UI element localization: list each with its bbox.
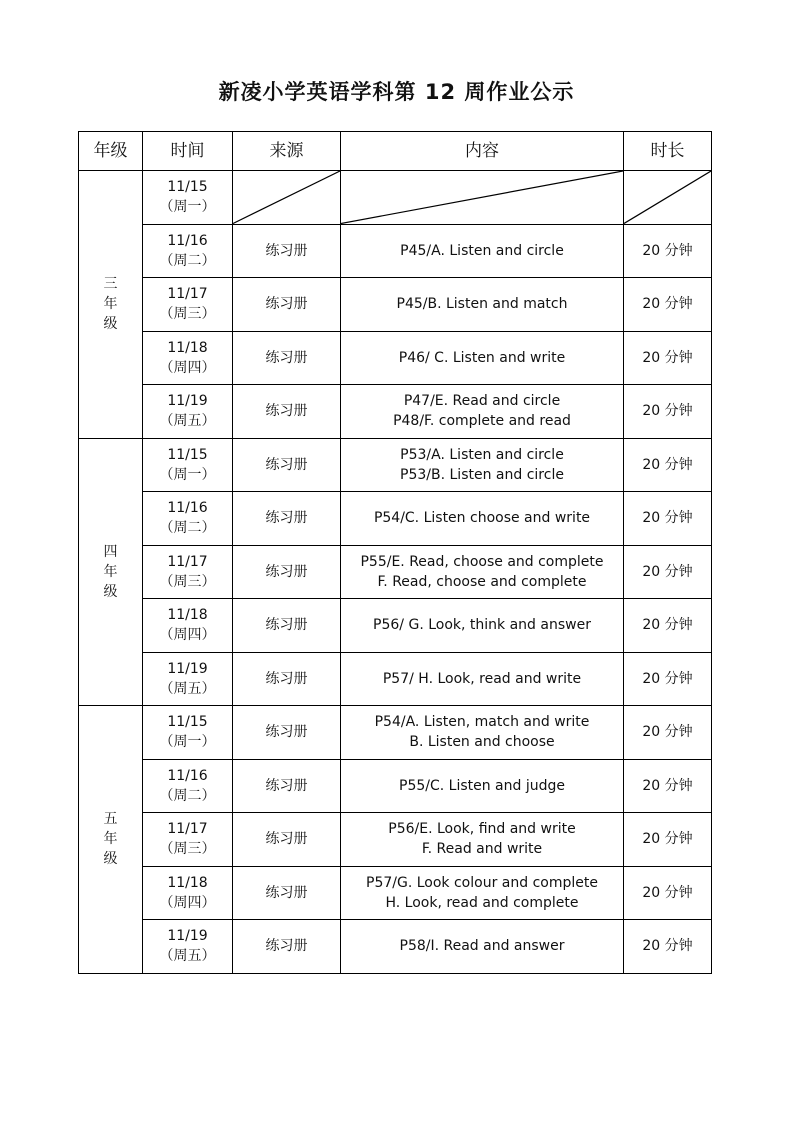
duration-cell: 20 分钟 <box>624 813 712 867</box>
content-line: P55/E. Read, choose and complete <box>360 553 604 570</box>
weekday-text: （周二） <box>159 252 216 269</box>
date-text: 11/18 <box>167 874 208 891</box>
date-text: 11/16 <box>167 500 208 517</box>
content-line: P58/I. Read and answer <box>399 938 565 955</box>
source-cell: 练习册 <box>233 599 341 653</box>
content-cell <box>341 920 624 974</box>
time-cell <box>143 492 233 546</box>
content-cell <box>341 438 624 492</box>
content-cell <box>341 759 624 813</box>
content-line: P57/ H. Look, read and write <box>382 670 582 687</box>
date-text: 11/17 <box>167 553 208 570</box>
source-cell: 练习册 <box>233 920 341 974</box>
content-line: P48/F. complete and read <box>393 413 571 430</box>
header-duration: 时长 <box>624 132 712 171</box>
date-text: 11/17 <box>167 821 208 838</box>
table-row <box>79 599 712 653</box>
date-text: 11/19 <box>167 928 208 945</box>
content-cell <box>341 599 624 653</box>
time-cell <box>143 759 233 813</box>
date-text: 11/15 <box>167 179 208 196</box>
source-cell: 练习册 <box>233 385 341 439</box>
date-text: 11/15 <box>167 446 208 463</box>
content-cell <box>341 492 624 546</box>
time-cell <box>143 866 233 920</box>
content-line: P47/E. Read and circle <box>403 393 561 410</box>
table-row <box>79 545 712 599</box>
source-cell-empty <box>233 171 341 225</box>
homework-table <box>78 131 712 974</box>
weekday-text: （周三） <box>159 306 216 323</box>
content-cell <box>341 545 624 599</box>
header-row <box>79 132 712 171</box>
time-cell <box>143 920 233 974</box>
date-text: 11/18 <box>167 339 208 356</box>
header-content: 内容 <box>341 132 624 171</box>
page-title: 新凌小学英语学科第 12 周作业公示 <box>218 80 575 104</box>
grade-char: 四 <box>103 543 118 560</box>
content-line: P54/C. Listen choose and write <box>373 510 591 527</box>
source-cell: 练习册 <box>233 545 341 599</box>
grade-char: 级 <box>103 583 118 600</box>
time-cell <box>143 706 233 760</box>
duration-cell: 20 分钟 <box>624 331 712 385</box>
duration-cell: 20 分钟 <box>624 278 712 332</box>
time-cell <box>143 813 233 867</box>
content-line: P45/A. Listen and circle <box>400 242 564 259</box>
table-row <box>79 492 712 546</box>
date-text: 11/17 <box>167 286 208 303</box>
source-cell: 练习册 <box>233 813 341 867</box>
duration-cell: 20 分钟 <box>624 385 712 439</box>
content-cell <box>341 278 624 332</box>
content-line: B. Listen and choose <box>409 734 555 751</box>
time-cell <box>143 331 233 385</box>
source-cell: 练习册 <box>233 866 341 920</box>
date-text: 11/15 <box>167 714 208 731</box>
source-cell: 练习册 <box>233 224 341 278</box>
content-cell <box>341 652 624 706</box>
table-row <box>79 224 712 278</box>
table-row <box>79 385 712 439</box>
diagonal-slash <box>341 171 623 224</box>
weekday-text: （周一） <box>159 466 216 483</box>
weekday-text: （周一） <box>159 199 216 216</box>
date-text: 11/19 <box>167 660 208 677</box>
duration-cell: 20 分钟 <box>624 545 712 599</box>
weekday-text: （周一） <box>159 734 216 751</box>
duration-cell: 20 分钟 <box>624 920 712 974</box>
grade-cell <box>79 438 143 706</box>
time-cell <box>143 224 233 278</box>
date-text: 11/16 <box>167 767 208 784</box>
table-row <box>79 920 712 974</box>
weekday-text: （周三） <box>159 573 216 590</box>
content-line: F. Read and write <box>421 841 543 858</box>
table-row <box>79 759 712 813</box>
content-line: P56/E. Look, find and write <box>388 821 576 838</box>
content-cell <box>341 224 624 278</box>
date-text: 11/19 <box>167 393 208 410</box>
source-cell: 练习册 <box>233 759 341 813</box>
table-row <box>79 652 712 706</box>
diagonal-slash <box>624 171 711 224</box>
content-line: P57/G. Look colour and complete <box>366 874 598 891</box>
table-row <box>79 813 712 867</box>
time-cell <box>143 545 233 599</box>
date-text: 11/16 <box>167 232 208 249</box>
table-row <box>79 331 712 385</box>
content-cell <box>341 331 624 385</box>
duration-cell: 20 分钟 <box>624 438 712 492</box>
grade-char: 级 <box>103 851 118 868</box>
weekday-text: （周二） <box>159 787 216 804</box>
weekday-text: （周五） <box>159 413 216 430</box>
source-cell: 练习册 <box>233 438 341 492</box>
duration-cell: 20 分钟 <box>624 224 712 278</box>
header-grade: 年级 <box>79 132 143 171</box>
content-line: F. Read, choose and complete <box>377 573 587 590</box>
duration-cell: 20 分钟 <box>624 492 712 546</box>
duration-cell: 20 分钟 <box>624 759 712 813</box>
duration-cell-empty <box>624 171 712 225</box>
duration-cell: 20 分钟 <box>624 652 712 706</box>
content-cell <box>341 385 624 439</box>
grade-cell <box>79 171 143 439</box>
grade-char: 五 <box>103 811 118 828</box>
content-line: P45/B. Listen and match <box>396 296 568 313</box>
weekday-text: （周四） <box>159 359 216 376</box>
table-body <box>79 171 712 974</box>
content-line: P53/B. Listen and circle <box>400 466 564 483</box>
weekday-text: （周五） <box>159 680 216 697</box>
date-text: 11/18 <box>167 607 208 624</box>
duration-cell: 20 分钟 <box>624 866 712 920</box>
content-line: P54/A. Listen, match and write <box>374 714 590 731</box>
time-cell <box>143 599 233 653</box>
content-cell <box>341 866 624 920</box>
table-row <box>79 706 712 760</box>
weekday-text: （周四） <box>159 894 216 911</box>
source-cell: 练习册 <box>233 492 341 546</box>
time-cell <box>143 171 233 225</box>
grade-char: 三 <box>103 276 118 293</box>
source-cell: 练习册 <box>233 706 341 760</box>
table-row <box>79 438 712 492</box>
header-source: 来源 <box>233 132 341 171</box>
source-cell: 练习册 <box>233 652 341 706</box>
header-time: 时间 <box>143 132 233 171</box>
content-line: P56/ G. Look, think and answer <box>373 617 591 634</box>
time-cell <box>143 438 233 492</box>
diagonal-slash <box>233 171 340 224</box>
grade-cell <box>79 706 143 974</box>
table-row <box>79 866 712 920</box>
weekday-text: （周四） <box>159 627 216 644</box>
source-cell: 练习册 <box>233 331 341 385</box>
grade-char: 年 <box>103 296 118 313</box>
source-cell: 练习册 <box>233 278 341 332</box>
table-row <box>79 278 712 332</box>
grade-char: 级 <box>103 316 118 333</box>
weekday-text: （周五） <box>159 948 216 965</box>
content-line: H. Look, read and complete <box>385 894 579 911</box>
time-cell <box>143 652 233 706</box>
duration-cell: 20 分钟 <box>624 599 712 653</box>
weekday-text: （周三） <box>159 841 216 858</box>
content-line: P55/C. Listen and judge <box>399 777 565 794</box>
content-cell <box>341 813 624 867</box>
content-cell <box>341 706 624 760</box>
time-cell <box>143 278 233 332</box>
grade-char: 年 <box>103 563 118 580</box>
content-line: P53/A. Listen and circle <box>400 446 564 463</box>
content-line: P46/ C. Listen and write <box>398 349 566 366</box>
duration-cell: 20 分钟 <box>624 706 712 760</box>
time-cell <box>143 385 233 439</box>
grade-char: 年 <box>103 831 118 848</box>
content-cell-empty <box>341 171 624 225</box>
table-row <box>79 171 712 225</box>
weekday-text: （周二） <box>159 520 216 537</box>
